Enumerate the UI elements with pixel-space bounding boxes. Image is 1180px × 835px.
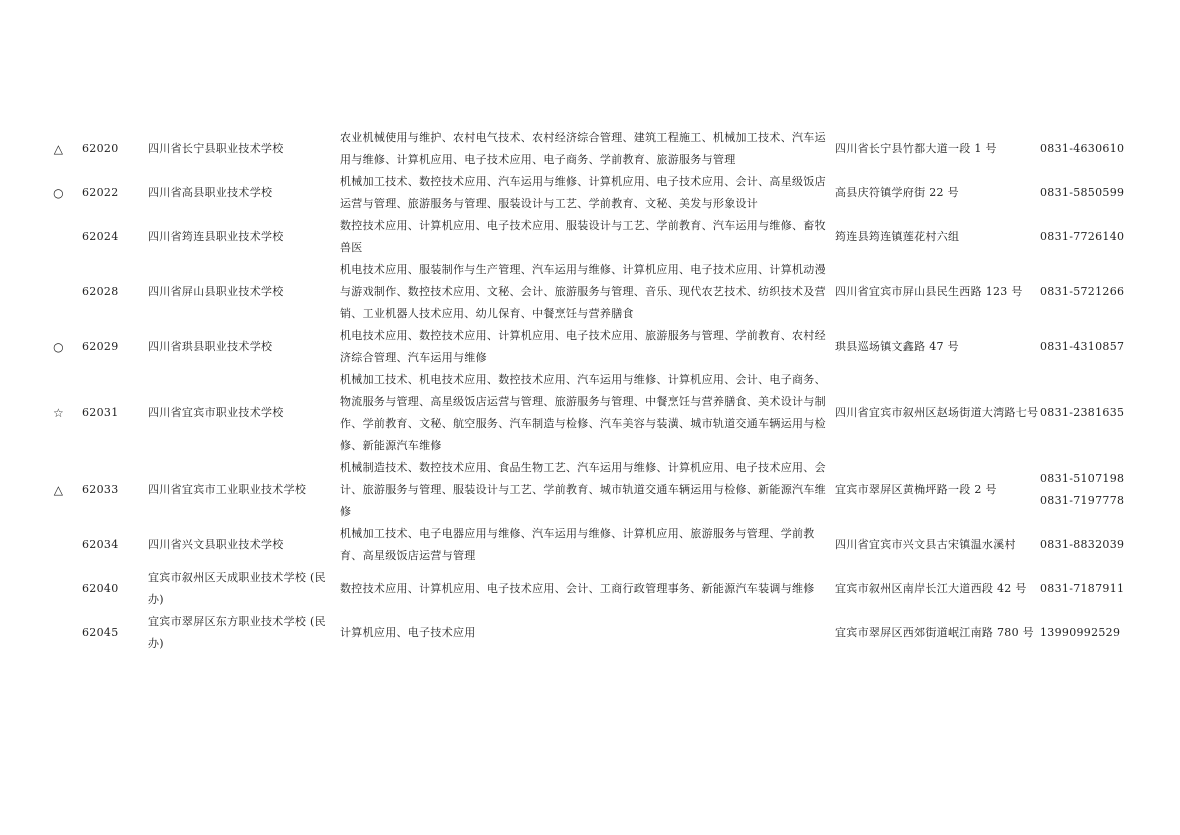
- phone-number: 0831-5107198: [1040, 472, 1125, 485]
- phone-number: 0831-5721266: [1040, 285, 1125, 298]
- school-code: 62028: [82, 285, 119, 298]
- school-code: 62022: [82, 186, 119, 199]
- schools-table: [46, 127, 1136, 655]
- phone-number: 0831-7197778: [1040, 494, 1125, 507]
- school-address: 宜宾市翠屏区黄桷坪路一段 2 号: [835, 483, 997, 496]
- school-phone: [1040, 325, 1136, 369]
- school-name: 四川省高县职业技术学校: [148, 186, 273, 199]
- row-mark: ☆: [52, 406, 65, 420]
- row-mark: [46, 259, 71, 325]
- school-majors: 数控技术应用、计算机应用、电子技术应用、会计、工商行政管理事务、新能源汽车装调与维修: [340, 582, 815, 595]
- phone-number: 0831-4310857: [1040, 340, 1125, 353]
- row-mark: [46, 215, 71, 259]
- school-name: 四川省珙县职业技术学校: [148, 340, 273, 353]
- table-row: [46, 523, 1136, 567]
- table-row: [46, 457, 1136, 523]
- table-row: [46, 259, 1136, 325]
- table-row: [46, 215, 1136, 259]
- school-majors: 机械加工技术、数控技术应用、汽车运用与维修、计算机应用、电子技术应用、会计、高星级饭店运营与管理、旅游服务与管理、服装设计与工艺、学前教育、文秘、美发与形象设计: [340, 175, 826, 210]
- phone-number: 0831-8832039: [1040, 538, 1125, 551]
- school-code: 62020: [82, 142, 119, 155]
- school-majors: 机电技术应用、数控技术应用、计算机应用、电子技术应用、旅游服务与管理、学前教育、农村经济综合管理、汽车运用与维修: [340, 329, 826, 364]
- school-code: 62034: [82, 538, 119, 551]
- school-phone: [1040, 567, 1136, 611]
- school-code: 62040: [82, 582, 119, 595]
- school-majors: 数控技术应用、计算机应用、电子技术应用、服装设计与工艺、学前教育、汽车运用与维修、畜牧兽医: [340, 219, 826, 254]
- table-row: [46, 325, 1136, 369]
- row-mark: △: [53, 483, 64, 497]
- school-address: 筠连县筠连镇莲花村六组: [835, 230, 960, 243]
- school-phone: [1040, 611, 1136, 655]
- school-phone: [1040, 215, 1136, 259]
- school-address: 四川省宜宾市屏山县民生西路 123 号: [835, 285, 1023, 298]
- school-majors: 农业机械使用与维护、农村电气技术、农村经济综合管理、建筑工程施工、机械加工技术、汽车运用与维修、计算机应用、电子技术应用、电子商务、学前教育、旅游服务与管理: [340, 131, 826, 166]
- school-phone: [1040, 369, 1136, 457]
- table-row: [46, 567, 1136, 611]
- school-majors: 机械加工技术、机电技术应用、数控技术应用、汽车运用与维修、计算机应用、会计、电子商务、物流服务与管理、高星级饭店运营与管理、旅游服务与管理、中餐烹饪与营养膳食、美术设计与制作、学前教育、文秘、航空服务、汽车制造与检修、汽车美容与装潢、城市轨道交通车辆运用与检修、新能源汽车维修: [340, 373, 826, 452]
- phone-number: 0831-7726140: [1040, 230, 1125, 243]
- school-name: 四川省宜宾市工业职业技术学校: [148, 483, 307, 496]
- phone-number: 0831-4630610: [1040, 142, 1125, 155]
- school-phone: [1040, 171, 1136, 215]
- school-address: 宜宾市叙州区南岸长江大道西段 42 号: [835, 582, 1027, 595]
- school-code: 62029: [82, 340, 119, 353]
- school-code: 62024: [82, 230, 119, 243]
- school-phone: [1040, 259, 1136, 325]
- school-majors: 机械制造技术、数控技术应用、食品生物工艺、汽车运用与维修、计算机应用、电子技术应用、会计、旅游服务与管理、服装设计与工艺、学前教育、城市轨道交通车辆运用与检修、新能源汽车维修: [340, 461, 826, 518]
- row-mark: [46, 523, 71, 567]
- table-row: [46, 369, 1136, 457]
- school-name: 四川省兴文县职业技术学校: [148, 538, 284, 551]
- school-address: 四川省长宁县竹都大道一段 1 号: [835, 142, 997, 155]
- school-phone: [1040, 127, 1136, 171]
- school-address: 高县庆符镇学府街 22 号: [835, 186, 959, 199]
- school-address: 珙县巡场镇文鑫路 47 号: [835, 340, 959, 353]
- school-name: 四川省宜宾市职业技术学校: [148, 406, 284, 419]
- row-mark: [46, 567, 71, 611]
- school-majors: 计算机应用、电子技术应用: [340, 626, 476, 639]
- school-name: 宜宾市翠屏区东方职业技术学校 (民办): [148, 615, 326, 650]
- phone-number: 0831-7187911: [1040, 582, 1125, 595]
- school-code: 62033: [82, 483, 119, 496]
- row-mark: [46, 611, 71, 655]
- school-address: 四川省宜宾市叙州区赵场街道大湾路七号: [835, 406, 1039, 419]
- school-majors: 机电技术应用、服装制作与生产管理、汽车运用与维修、计算机应用、电子技术应用、计算机动漫与游戏制作、数控技术应用、文秘、会计、旅游服务与管理、音乐、现代农艺技术、纺织技术及营销、工业机器人技术应用、幼儿保育、中餐烹饪与营养膳食: [340, 263, 826, 320]
- table-row: [46, 127, 1136, 171]
- school-phone: [1040, 523, 1136, 567]
- school-phone: [1040, 457, 1136, 523]
- row-mark: ○: [53, 186, 64, 200]
- school-code: 62045: [82, 626, 119, 639]
- table-body: [46, 127, 1136, 655]
- school-address: 四川省宜宾市兴文县古宋镇温水溪村: [835, 538, 1016, 551]
- table-row: [46, 611, 1136, 655]
- phone-number: 0831-2381635: [1040, 406, 1125, 419]
- phone-number: 13990992529: [1040, 626, 1121, 639]
- school-address: 宜宾市翠屏区西郊街道岷江南路 780 号: [835, 626, 1034, 639]
- row-mark: △: [53, 142, 64, 156]
- school-name: 四川省屏山县职业技术学校: [148, 285, 284, 298]
- school-name: 四川省筠连县职业技术学校: [148, 230, 284, 243]
- school-code: 62031: [82, 406, 119, 419]
- table-row: [46, 171, 1136, 215]
- school-name: 四川省长宁县职业技术学校: [148, 142, 284, 155]
- school-name: 宜宾市叙州区天成职业技术学校 (民办): [148, 571, 326, 606]
- row-mark: ○: [53, 340, 64, 354]
- phone-number: 0831-5850599: [1040, 186, 1125, 199]
- school-majors: 机械加工技术、电子电器应用与维修、汽车运用与维修、计算机应用、旅游服务与管理、学前教育、高星级饭店运营与管理: [340, 527, 815, 562]
